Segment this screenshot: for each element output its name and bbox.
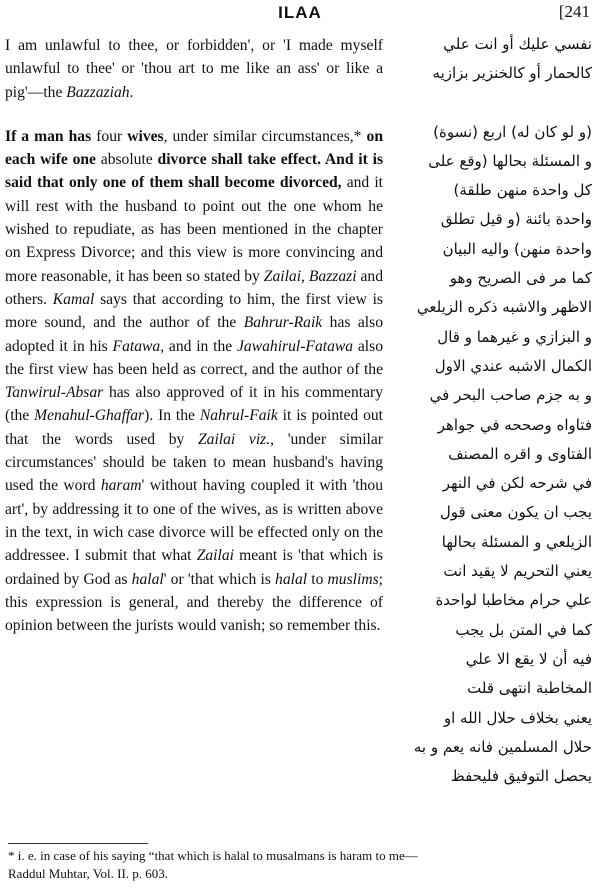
italic-term: Jawahirul-Fatawa [236,337,354,355]
arabic-main-block [386,118,592,792]
italic-term: halal [275,570,308,588]
page-number: [241 [558,2,590,21]
arabic-gap [386,89,592,118]
arabic-column [386,30,592,791]
arabic-top-line: كالحمار أو كالخنزير بزازيه [432,64,592,83]
italic-term: Fatawa [112,337,161,355]
english-paragraph-2 [5,125,383,638]
footnote-rule [8,843,148,844]
footnote [8,847,593,883]
arabic-line: الزيلعي و المسئلة بحالها [441,532,592,551]
text-run: , [301,267,309,285]
italic-term: Zailai viz. [198,430,271,448]
arabic-line: علي حرام مخاطبا لواحدة [435,591,592,610]
text-run: to [307,570,328,588]
arabic-line: كما في المتن بل يجب [455,620,592,639]
arabic-line: يعني بخلاف حلال الله او [443,708,592,727]
text-run: it is pointed out that the words used by [5,407,384,448]
text-run: four [91,127,128,145]
arabic-line: الكمال الاشبه عندي الاول [434,356,592,375]
text-run: and it will rest with the husband to point out the one whom he wished to repudiate, as has been mentioned in the chapter on Express Divorce; and this view is more convincing and more reasonable, it has been so stated by [5,174,383,285]
footnote-line-2: Raddul Muhtar, Vol. II. p. 603. [8,866,169,881]
arabic-line: المخاطبة انتهى قلت [467,679,592,698]
text-run: also the first view has been held as correct, and the author of the [5,337,383,378]
arabic-line: في شرحه لكن في النهر [442,474,592,493]
page-header [0,0,600,26]
arabic-line: فتاواه وصححه في جواهر [437,415,592,434]
italic-term: Bahrur-Raik [243,314,323,332]
english-column [5,34,383,637]
arabic-line: كل واحدة منهن طلقة) [453,181,592,200]
arabic-line: واحدة منهن) واليه البيان [442,239,592,258]
running-title: ILAA [278,3,322,22]
footnote-line-1: * i. e. in case of his saying “that which is halal to musalmans is haram to me— [8,848,418,863]
text-run: ; this expression is general, and thereby the difference of opinion between the jurists would vanish; so remember this. [5,570,383,635]
arabic-line: و به جزم صاحب البحر في [429,386,592,405]
bold-text: on each wife one [5,127,383,169]
text-run: ). In the [144,407,200,425]
text-run: meant is 'that which is ordained by God as [5,547,383,588]
italic-term: Bazzaziah [66,83,130,101]
italic-term: Tanwirul-Absar [5,384,104,402]
arabic-line: كما مر فى الصريح وهو [449,269,592,288]
text-run: I am unlawful to thee, or forbidden', or 'I made myself unlawful to thee' or 'thou art to me like an ass' or like a pig'—the [5,37,383,101]
text-run: , and in the [160,337,237,355]
arabic-line: و البزازي و غيرهما و قال [437,327,592,346]
arabic-line: الاظهر والاشبه ذكره الزيلعي [416,298,592,317]
bold-text: divorce shall take effect. And it is said that only one of them shall become divorced, [5,151,384,192]
italic-term: Nahrul-Faik [199,407,278,425]
italic-term: halal [131,570,164,588]
bold-text: If a man has [5,127,92,145]
text-run: has also approved of it in his commentary (the [5,384,383,425]
arabic-line: يجب ان يكون معنى قول [439,503,592,522]
arabic-line: (و لو كان له) اربع (نسوة) [433,122,592,141]
italic-term: Zailai [196,547,234,565]
text-run: ' without having coupled it with 'thou art', by addressing it to one of the wives, as is written above in the text, in wich case divorce will be effected only on the addressee. I submit that what [5,477,383,565]
arabic-top-line: نفسي عليك أو انت علي [443,35,592,53]
arabic-line: الفتاوى و اقره المصنف [448,444,592,463]
arabic-line: يحصل التوفيق فليحفظ [450,767,592,786]
arabic-line: و المسئلة بحالها (وقع على [428,151,592,170]
italic-term: Kamal [52,290,95,308]
text-run: ' or 'that which is [163,570,276,588]
arabic-line: واحدة بائنة (و قيل تطلق [440,210,592,229]
arabic-top-block [386,30,592,89]
italic-term: haram [100,477,142,495]
arabic-line: حلال المسلمين فانه يعم و به [413,737,592,756]
arabic-line: يعني التحريم لا يقيد انت [443,562,592,581]
text-run: and others. [5,267,384,308]
arabic-line: فيه أن لا يقع الا علي [465,649,592,668]
italic-term: Menahul-Ghaffar [34,407,145,425]
english-paragraph-1 [5,34,383,104]
text-run: absolute [95,151,158,169]
text-run: says that according to him, the first view is more sound, and the author of the [5,290,383,332]
text-run: , 'under similar circumstances' should be taken to mean husband's having used the word [5,430,383,495]
text-run: has also adopted it in his [5,314,383,355]
italic-term: Zailai [263,267,302,285]
italic-term: Bazzazi [308,267,357,285]
italic-term: muslims [327,570,379,588]
bold-text: wives [127,127,164,145]
text-run: , under similar circumstances,* [163,127,367,145]
text-run: . [129,83,134,101]
